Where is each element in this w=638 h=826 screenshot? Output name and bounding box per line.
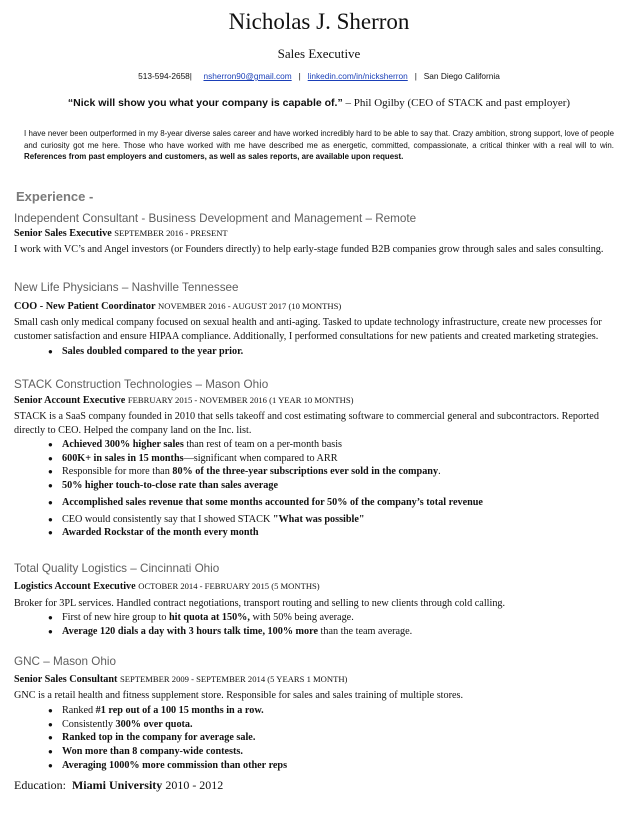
- bullet-text: than rest of team on a per-month basis: [183, 439, 343, 450]
- bullet-item: [62, 513, 626, 527]
- bullet-text: than the team average.: [318, 625, 413, 637]
- job-role: Senior Sales Consultant: [14, 674, 118, 685]
- job-dates: OCTOBER 2014 - FEBRUARY 2015 (5 MONTHS): [138, 581, 320, 591]
- job-bullets: [14, 704, 626, 773]
- bullet-bold-text: 80% of the three-year subscriptions ever sold in the company: [172, 466, 439, 478]
- job-entry: [14, 561, 626, 638]
- job-description: I work with VC’s and Angel investors (or Founders directly) to help early-stage funded B2B companies grow through sales and sales consulting.: [14, 244, 604, 255]
- job-role: Logistics Account Executive: [14, 581, 136, 592]
- contact-separator: |: [414, 71, 417, 81]
- summary-text: I have never been outperformed in my 8-year diverse sales career and have worked incredibly hard to be able to say that. Crazy ambition, strong support, love of people and curiosity got me here. Those who have worked with me have described me as energetic, committed, compassionate, a critical thinker with a real will to win.: [24, 129, 614, 150]
- job-role: COO - New Patient Coordinator: [14, 301, 156, 312]
- bullet-bold-text: hit quota at 150%,: [168, 612, 250, 623]
- bullet-item: [62, 452, 626, 466]
- job-company: STACK Construction Technologies – Mason Ohio: [14, 378, 269, 391]
- bullet-item: [62, 759, 626, 773]
- bullet-bold-text: Ranked top in the company for average sale.: [62, 732, 256, 744]
- job-entry: [14, 654, 626, 773]
- contact-separator: |: [298, 71, 301, 81]
- bullet-item: [62, 526, 626, 540]
- bullet-item: [62, 611, 626, 625]
- candidate-name: Nicholas J. Sherron: [228, 9, 410, 34]
- bullet-text: .: [438, 466, 441, 478]
- bullet-bold-text: #1 rep out of a 100 15 months in a row.: [95, 705, 264, 716]
- bullet-bold-text: Averaging 1000% more commission than other reps: [62, 759, 288, 771]
- bullet-text: Ranked: [62, 705, 96, 716]
- job-bullets: [14, 345, 626, 359]
- job-dates: NOVEMBER 2016 - AUGUST 2017 (10 MONTHS): [158, 301, 342, 311]
- job-role: Senior Account Executive: [14, 395, 126, 406]
- job-dates: SEPTEMBER 2016 - PRESENT: [114, 228, 228, 238]
- bullet-text: First of new hire group to: [62, 612, 169, 623]
- bullet-item: [62, 625, 626, 639]
- bullet-bold-text: 600K+ in sales in 15 months: [62, 452, 184, 464]
- job-company: Independent Consultant - Business Development and Management – Remote: [14, 212, 417, 225]
- phone-number: 513-594-2658|: [138, 71, 192, 81]
- email-link[interactable]: nsherron90@gmail.com: [203, 71, 292, 81]
- bullet-item: [62, 704, 626, 718]
- job-entry: [14, 280, 626, 359]
- location: San Diego California: [423, 71, 500, 81]
- bullet-item: [62, 718, 626, 732]
- job-description: Broker for 3PL services. Handled contract negotiations, transport routing and selling to new clients through cold calling.: [14, 598, 506, 609]
- job-bullets: [14, 611, 626, 638]
- job-company: New Life Physicians – Nashville Tennessee: [14, 281, 239, 294]
- bullet-bold-text: Sales doubled compared to the year prior.: [62, 346, 244, 357]
- bullet-bold-text: 300% over quota.: [115, 718, 193, 730]
- education-school: Miami University: [71, 778, 163, 792]
- summary-paragraph: [24, 128, 614, 163]
- job-bullets: [14, 438, 626, 540]
- education-label: Education:: [14, 778, 66, 792]
- contact-line: [0, 71, 638, 82]
- summary-bold-text: References from past employers and customers, as well as sales reports, are available upon request.: [24, 152, 404, 161]
- bullet-bold-text: Average 120 dials a day with 3 hours talk time, 100% more: [62, 625, 318, 637]
- experience-heading: Experience -: [16, 189, 94, 204]
- job-role-line: [14, 299, 626, 314]
- bullet-item: [62, 479, 626, 493]
- job-description: Small cash only medical company focused on sexual health and anti-aging. Tasked to update technology infrastructure, create new processes for customer satisfaction and ensure HIPAA compliance. Additionally, I performed consultations for new patients and created marketing strategies.: [14, 317, 602, 342]
- bullet-bold-text: Awarded Rockstar of the month every month: [62, 527, 259, 539]
- bullet-bold-text: Accomplished sales revenue that some months accounted for 50% of the company’s total revenue: [62, 496, 483, 508]
- candidate-title: Sales Executive: [277, 46, 361, 61]
- job-entry: [14, 377, 626, 540]
- bullet-item: [62, 465, 626, 479]
- bullet-item: [62, 745, 626, 759]
- bullet-item: [62, 438, 626, 452]
- education-line: [14, 777, 223, 793]
- quote-attribution: – Phil Ogilby (CEO of STACK and past employer): [342, 97, 571, 109]
- job-role-line: [14, 672, 626, 687]
- job-entry: [14, 211, 626, 258]
- bullet-bold-text: Achieved 300% higher sales: [62, 439, 184, 450]
- job-dates: SEPTEMBER 2009 - SEPTEMBER 2014 (5 YEARS 1 MONTH): [119, 674, 348, 684]
- job-role-line: [14, 393, 626, 408]
- job-dates: FEBRUARY 2015 - NOVEMBER 2016 (1 YEAR 10 MONTHS): [127, 395, 354, 405]
- job-role-line: [14, 226, 626, 241]
- bullet-text: CEO would consistently say that I showed STACK: [62, 513, 273, 525]
- job-company: GNC – Mason Ohio: [14, 655, 116, 668]
- bullet-text: Consistently: [62, 718, 116, 730]
- linkedin-link[interactable]: linkedin.com/in/nicksherron: [307, 71, 408, 81]
- bullet-bold-text: "What was possible": [272, 513, 365, 525]
- bullet-text: with 50% being average.: [249, 612, 354, 623]
- quote-text: “Nick will show you what your company is capable of.”: [67, 97, 343, 109]
- job-description: GNC is a retail health and fitness supplement store. Responsible for sales and sales training of multiple stores.: [14, 690, 464, 701]
- bullet-text: Responsible for more than: [62, 466, 173, 478]
- job-company: Total Quality Logistics – Cincinnati Ohio: [14, 562, 220, 575]
- bullet-item: [62, 345, 626, 359]
- job-role: Senior Sales Executive: [14, 228, 112, 239]
- job-description: STACK is a SaaS company founded in 2010 that sells takeoff and cost estimating software to commercial general and subcontractors. Reported directly to CEO. Helped the company land on the Inc. list.: [14, 411, 599, 436]
- testimonial-quote: [0, 96, 638, 110]
- job-role-line: [14, 579, 626, 594]
- bullet-item: [62, 496, 626, 510]
- bullet-text: —significant when compared to ARR: [183, 452, 338, 464]
- bullet-bold-text: 50% higher touch-to-close rate than sales average: [62, 480, 278, 492]
- bullet-item: [62, 731, 626, 745]
- education-years: 2010 - 2012: [165, 778, 224, 792]
- bullet-bold-text: Won more than 8 company-wide contests.: [62, 746, 243, 758]
